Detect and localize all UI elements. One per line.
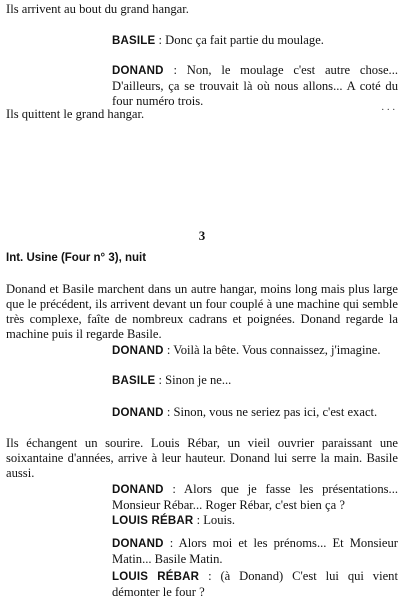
speaker-name: LOUIS RÉBAR: [112, 571, 200, 583]
action-line: Ils quittent le grand hangar.: [6, 107, 145, 121]
scene-heading: Int. Usine (Four n° 3), nuit: [6, 252, 147, 264]
dialogue-text: Louis.: [203, 513, 236, 527]
speaker-name: DONAND: [112, 65, 164, 77]
dialogue-text: Donc ça fait partie du moulage.: [165, 33, 324, 47]
dialogue-text: Non, le moulage c'est autre chose... D'ailleurs, ça se trouvait là où nous allons... A coté du four numéro trois.: [112, 63, 399, 108]
dialogue-text: Alors que je fasse les présentations... Monsieur Rébar... Roger Rébar, c'est bien ça ?: [112, 482, 398, 512]
dialogue-text: Sinon, vous ne seriez pas ici, c'est exact.: [173, 405, 378, 419]
dialogue-block: DONAND : Alors que je fasse les présentations... Monsieur Rébar... Roger Rébar, c'est bien ça ?: [112, 482, 398, 512]
speaker-name: DONAND: [112, 407, 164, 419]
scene-number: 3: [198, 228, 206, 243]
speaker-name: DONAND: [112, 345, 164, 357]
dialogue-block: LOUIS RÉBAR : Louis.: [112, 513, 236, 527]
dialogue-text: Alors moi et les prénoms... Et Monsieur Matin... Basile Matin.: [112, 536, 398, 566]
ellipsis-mark: ...: [381, 102, 398, 113]
dialogue-block: DONAND : Alors moi et les prénoms... Et Monsieur Matin... Basile Matin.: [112, 536, 398, 566]
dialogue-block: DONAND : Voilà la bête. Vous connaissez, j'imagine.: [112, 343, 381, 357]
dialogue-block: DONAND : Non, le moulage c'est autre chose... D'ailleurs, ça se trouvait là où nous allons... A coté du four numéro trois.: [112, 63, 399, 108]
dialogue-text: (à Donand) C'est lui qui vient démonter le four ?: [112, 569, 398, 599]
dialogue-block: BASILE : Donc ça fait partie du moulage.: [112, 33, 324, 47]
speaker-name: LOUIS RÉBAR: [112, 515, 194, 527]
dialogue-block: BASILE : Sinon je ne...: [112, 373, 232, 387]
speaker-name: BASILE: [112, 35, 156, 47]
speaker-name: BASILE: [112, 375, 156, 387]
action-paragraph: Ils échangent un sourire. Louis Rébar, un vieil ouvrier paraissant une soixantaine d'années, arrive à leur hauteur. Donand lui serre la main. Basile aussi.: [6, 436, 398, 480]
dialogue-block: LOUIS RÉBAR : (à Donand) C'est lui qui vient démonter le four ?: [112, 569, 398, 599]
dialogue-text: Sinon je ne...: [165, 373, 232, 387]
action-paragraph: Donand et Basile marchent dans un autre hangar, moins long mais plus large que le précédent, ils arrivent devant un four couplé à une machine qui semble très complexe, faîte de nombreux cadrans et poignées. Donand regarde la machine puis il regarde Basile.: [6, 282, 398, 341]
speaker-name: DONAND: [112, 538, 164, 550]
dialogue-text: Voilà la bête. Vous connaissez, j'imagine.: [173, 343, 381, 357]
speaker-name: DONAND: [112, 484, 164, 496]
action-line: Ils arrivent au bout du grand hangar.: [6, 2, 189, 16]
dialogue-block: DONAND : Sinon, vous ne seriez pas ici, c'est exact.: [112, 405, 378, 419]
